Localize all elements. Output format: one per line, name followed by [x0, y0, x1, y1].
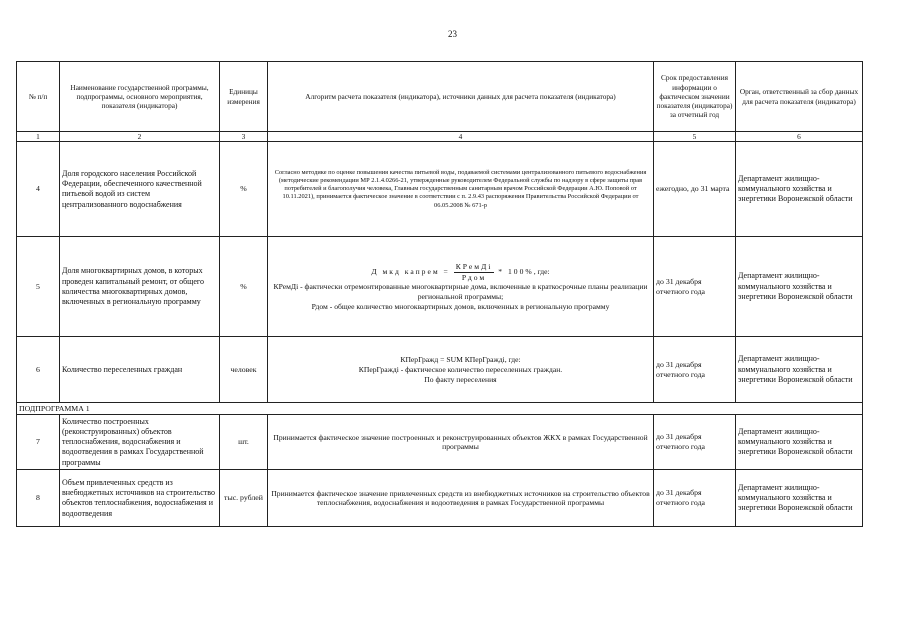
algorithm: Принимается фактическое значение привлеченных средств из внебюджетных источников на строительство объектов теплоснабжения, водоснабжения и водоотведения в рамках Государственной программы — [268, 470, 654, 527]
formula-lhs: Д мкд капрем = — [371, 267, 450, 276]
indicator-name: Количество построенных (реконструированных) объектов теплоснабжения, водоснабжения и водоотведения в рамках Государственной программы — [60, 415, 220, 470]
column-number: 6 — [736, 132, 863, 142]
header-num: № п/п — [17, 62, 60, 132]
header-unit: Единицы измерения — [220, 62, 268, 132]
deadline: до 31 декабря отчетного года — [654, 415, 736, 470]
table-row — [17, 142, 863, 237]
unit: шт. — [220, 415, 268, 470]
unit: человек — [220, 337, 268, 403]
formula-tail: * 100% — [498, 267, 534, 276]
responsible-agency: Департамент жилищно-коммунального хозяйства и энергетики Воронежской области — [736, 337, 863, 403]
algorithm — [268, 237, 654, 337]
unit: % — [220, 237, 268, 337]
row-number: 8 — [17, 470, 60, 527]
deadline: до 31 декабря отчетного года — [654, 470, 736, 527]
unit: тыс. рублей — [220, 470, 268, 527]
header-name: Наименование государственной программы, подпрограммы, основного мероприятия, показателя (индикатора) — [60, 62, 220, 132]
row-number: 6 — [17, 337, 60, 403]
responsible-agency: Департамент жилищно-коммунального хозяйства и энергетики Воронежской области — [736, 142, 863, 237]
column-number-row — [17, 132, 863, 142]
row-number: 4 — [17, 142, 60, 237]
algorithm — [268, 337, 654, 403]
indicator-name: Доля городского населения Российской Федерации, обеспеченного качественной питьевой водой из систем централизованного водоснабжения — [60, 142, 220, 237]
formula-fraction — [454, 262, 495, 282]
algorithm-line: КПерГражд = SUM КПерГражді, где: — [400, 355, 521, 365]
indicator-name: Количество переселенных граждан — [60, 337, 220, 403]
table-row — [17, 237, 863, 337]
formula-denominator: Рдом — [461, 272, 487, 282]
indicators-table — [16, 61, 863, 527]
table-row — [17, 337, 863, 403]
indicator-name: Доля многоквартирных домов, в которых проведен капитальный ремонт, от общего количества многоквартирных домов, включенных в региональную программу — [60, 237, 220, 337]
responsible-agency: Департамент жилищно-коммунального хозяйства и энергетики Воронежской области — [736, 415, 863, 470]
section-row — [17, 403, 863, 415]
algorithm-line: Рдом - общее количество многоквартирных домов, включенных в региональную программу — [311, 301, 610, 311]
row-number: 5 — [17, 237, 60, 337]
deadline: до 31 декабря отчетного года — [654, 337, 736, 403]
table-row — [17, 415, 863, 470]
indicator-name: Объем привлеченных средств из внебюджетных источников на строительство объектов теплоснабжения, водоснабжения и водоотведения — [60, 470, 220, 527]
algorithm: Согласно методике по оценке повышения качества питьевой воды, подаваемой системами централизованного питьевого водоснабжения (методические рекомендации МР 2.1.4.0266-21, утвержденные руководителем Федеральной службы по надзору в сфере защиты прав потребителей и благополучия человека, Главным государственным санитарным врачом Российской Федерации А.Ю. Поповой от 10.11.2021), принимается фактическое значение в соответствии с п. 2.9.43 распоряжения Правительства Российской Федерации от 06.05.2008 № 671-р — [268, 142, 654, 237]
algorithm: Принимается фактическое значение построенных и реконструированных объектов ЖКХ в рамках Государственной программы — [268, 415, 654, 470]
column-number: 2 — [60, 132, 220, 142]
row-number: 7 — [17, 415, 60, 470]
unit: % — [220, 142, 268, 237]
formula — [270, 262, 651, 282]
header-row — [17, 62, 863, 132]
page-number: 23 — [448, 29, 457, 39]
column-number: 4 — [268, 132, 654, 142]
section-title: ПОДПРОГРАММА 1 — [17, 403, 863, 415]
deadline: до 31 декабря отчетного года — [654, 237, 736, 337]
column-number: 5 — [654, 132, 736, 142]
algorithm-line: КРемДі - фактически отремонтированные многоквартирные дома, включенные в краткосрочные планы реализации региональной программы; — [273, 282, 648, 302]
table-row — [17, 470, 863, 527]
column-number: 3 — [220, 132, 268, 142]
formula-where: , где: — [533, 267, 550, 276]
column-number: 1 — [17, 132, 60, 142]
header-agency: Орган, ответственный за сбор данных для расчета показателя (индикатора) — [736, 62, 863, 132]
responsible-agency: Департамент жилищно-коммунального хозяйства и энергетики Воронежской области — [736, 470, 863, 527]
algorithm-line: КПерГражді - фактическое количество переселенных граждан. — [358, 364, 563, 374]
header-algorithm: Алгоритм расчета показателя (индикатора), источники данных для расчета показателя (индикатора) — [268, 62, 654, 132]
deadline: ежегодно, до 31 марта — [654, 142, 736, 237]
formula-numerator: КРемДі — [455, 262, 493, 272]
responsible-agency: Департамент жилищно-коммунального хозяйства и энергетики Воронежской области — [736, 237, 863, 337]
algorithm-line: По факту переселения — [424, 374, 497, 384]
header-deadline: Срок предоставления информации о фактическом значении показателя (индикатора) за отчетный год — [654, 62, 736, 132]
